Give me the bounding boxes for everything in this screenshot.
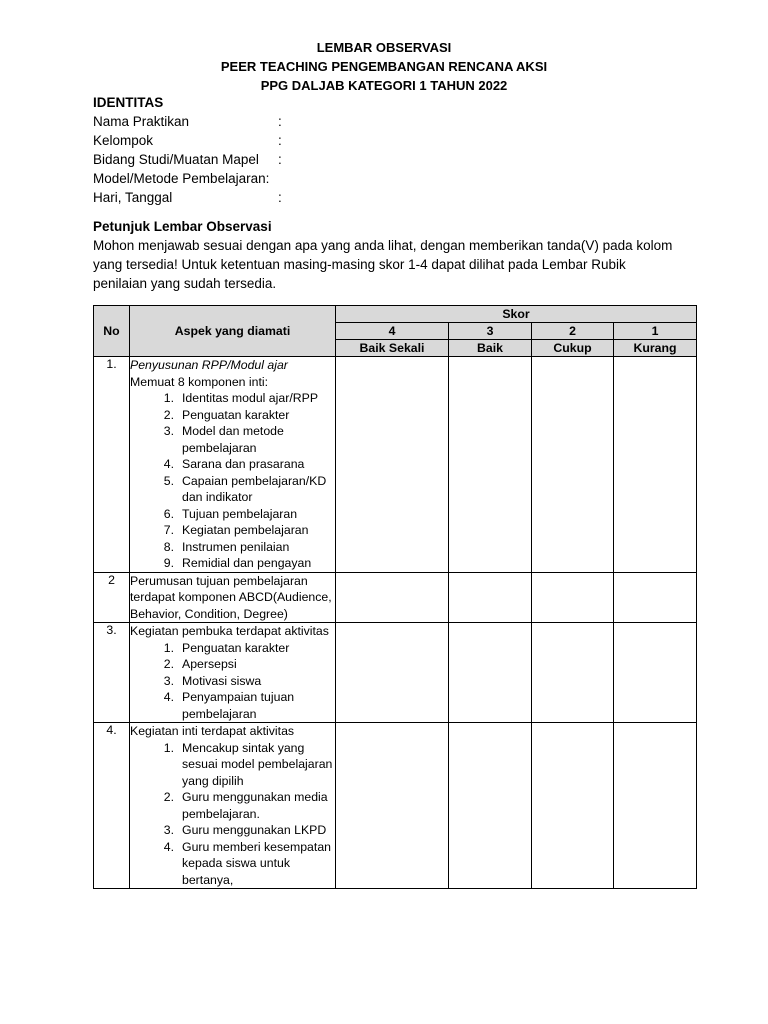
petunjuk-section bbox=[93, 217, 683, 293]
score-cell[interactable] bbox=[336, 357, 449, 573]
list-item bbox=[130, 390, 335, 407]
score-header: 1 bbox=[614, 323, 697, 340]
aspect-title: Penyusunan RPP/Modul ajar bbox=[130, 358, 288, 372]
item-text: Penguatan karakter bbox=[182, 407, 290, 422]
item-text: Guru menggunakan LKPD bbox=[182, 823, 327, 837]
list-item bbox=[130, 456, 335, 473]
item-text: Motivasi siswa bbox=[182, 673, 262, 688]
score-cell[interactable] bbox=[336, 623, 449, 723]
item-number: 9. bbox=[163, 556, 174, 570]
field-separator: : bbox=[278, 190, 282, 205]
list-item bbox=[130, 407, 335, 424]
item-number: 4. bbox=[163, 839, 174, 854]
score-cell[interactable] bbox=[449, 357, 532, 573]
table-body bbox=[94, 357, 697, 889]
score-cell[interactable] bbox=[532, 572, 614, 623]
list-item bbox=[130, 640, 335, 657]
item-text: Guru memberi kesempatan kepada siswa untuk bertanya, bbox=[182, 839, 331, 887]
petunjuk-title: Petunjuk Lembar Observasi bbox=[93, 219, 272, 234]
field-separator: : bbox=[278, 133, 282, 148]
header-program: PPG DALJAB KATEGORI 1 TAHUN 2022 bbox=[260, 78, 508, 93]
field-label: Model/Metode Pembelajaran: bbox=[93, 171, 270, 186]
score-cell[interactable] bbox=[532, 623, 614, 723]
aspect-cell bbox=[130, 357, 336, 573]
item-number: 1. bbox=[163, 391, 174, 405]
item-text: Apersepsi bbox=[182, 657, 237, 671]
row-number: 4. bbox=[94, 723, 130, 889]
aspect-subtitle: Memuat 8 komponen inti: bbox=[130, 374, 269, 389]
list-item bbox=[130, 522, 335, 539]
list-item bbox=[130, 473, 335, 506]
aspect-item-list bbox=[130, 740, 335, 889]
aspect-title: Kegiatan inti terdapat aktivitas bbox=[130, 724, 295, 738]
score-label: Kurang bbox=[614, 340, 697, 357]
item-text: Guru menggunakan media pembelajaran. bbox=[182, 790, 328, 821]
score-cell[interactable] bbox=[336, 723, 449, 889]
aspect-cell bbox=[130, 572, 336, 623]
identitas-field bbox=[93, 112, 282, 131]
item-number: 1. bbox=[163, 640, 174, 655]
table-row bbox=[94, 623, 697, 723]
list-item bbox=[130, 555, 335, 572]
list-item bbox=[130, 789, 335, 822]
item-number: 4. bbox=[163, 457, 174, 471]
item-number: 1. bbox=[163, 740, 174, 755]
item-number: 7. bbox=[163, 523, 174, 537]
table-row bbox=[94, 723, 697, 889]
identitas-field bbox=[93, 131, 282, 150]
list-item bbox=[130, 839, 335, 889]
aspect-item-list bbox=[130, 390, 335, 572]
list-item bbox=[130, 689, 335, 722]
row-number: 1. bbox=[94, 357, 130, 573]
table-row bbox=[94, 572, 697, 623]
item-number: 3. bbox=[163, 424, 174, 438]
field-label: Kelompok bbox=[93, 133, 154, 148]
item-text: Capaian pembelajaran/KD dan indikator bbox=[182, 473, 327, 504]
col-header-no: No bbox=[94, 306, 130, 357]
list-item bbox=[130, 539, 335, 556]
aspect-cell bbox=[130, 623, 336, 723]
score-header: 2 bbox=[532, 323, 614, 340]
score-cell[interactable] bbox=[614, 357, 697, 573]
item-text: Model dan metode pembelajaran bbox=[182, 424, 284, 455]
score-cell[interactable] bbox=[449, 572, 532, 623]
field-label: Hari, Tanggal bbox=[93, 190, 173, 205]
item-number: 8. bbox=[163, 539, 174, 554]
document-header bbox=[0, 38, 768, 95]
item-number: 6. bbox=[163, 506, 174, 521]
score-cell[interactable] bbox=[336, 572, 449, 623]
score-cell[interactable] bbox=[532, 723, 614, 889]
item-number: 2. bbox=[163, 407, 174, 422]
item-number: 2. bbox=[163, 657, 174, 671]
identitas-field bbox=[93, 188, 282, 207]
item-number: 3. bbox=[163, 673, 174, 688]
list-item bbox=[130, 822, 335, 839]
item-text: Sarana dan prasarana bbox=[182, 457, 305, 471]
item-text: Kegiatan pembelajaran bbox=[182, 523, 309, 537]
identitas-title: IDENTITAS bbox=[93, 95, 164, 110]
item-text: Instrumen penilaian bbox=[182, 539, 290, 554]
observation-table bbox=[93, 305, 697, 889]
col-header-skor: Skor bbox=[336, 306, 697, 323]
header-subtitle: PEER TEACHING PENGEMBANGAN RENCANA AKSI bbox=[220, 59, 548, 74]
score-cell[interactable] bbox=[449, 723, 532, 889]
aspect-title: Kegiatan pembuka terdapat aktivitas bbox=[130, 624, 329, 638]
score-cell[interactable] bbox=[532, 357, 614, 573]
score-cell[interactable] bbox=[614, 572, 697, 623]
list-item bbox=[130, 673, 335, 690]
petunjuk-text: Mohon menjawab sesuai dengan apa yang anda lihat, dengan memberikan tanda(V) pada kolom yang tersedia! Untuk ketentuan masing-masing skor 1-4 dapat dilihat pada Lembar Rubik penilaian yang sudah tersedia. bbox=[93, 238, 673, 291]
aspect-title: Perumusan tujuan pembelajaran terdapat komponen ABCD(Audience, Behavior, Condition, Degree) bbox=[130, 573, 332, 621]
item-number: 2. bbox=[163, 790, 174, 804]
table-row bbox=[94, 357, 697, 573]
item-number: 5. bbox=[163, 473, 174, 488]
list-item bbox=[130, 423, 335, 456]
score-label: Cukup bbox=[532, 340, 614, 357]
item-text: Penyampaian tujuan pembelajaran bbox=[182, 690, 295, 721]
score-label: Baik Sekali bbox=[336, 340, 449, 357]
header-title: LEMBAR OBSERVASI bbox=[316, 40, 452, 55]
aspect-item-list bbox=[130, 640, 335, 723]
field-separator: : bbox=[278, 114, 282, 129]
field-label: Nama Praktikan bbox=[93, 114, 190, 129]
list-item bbox=[130, 656, 335, 673]
identitas-section bbox=[93, 93, 282, 207]
aspect-cell bbox=[130, 723, 336, 889]
item-text: Penguatan karakter bbox=[182, 640, 290, 655]
list-item bbox=[130, 506, 335, 523]
score-header: 4 bbox=[336, 323, 449, 340]
score-label: Baik bbox=[449, 340, 532, 357]
row-number: 2 bbox=[94, 572, 130, 623]
col-header-aspek: Aspek yang diamati bbox=[130, 306, 336, 357]
row-number: 3. bbox=[94, 623, 130, 723]
score-cell[interactable] bbox=[614, 723, 697, 889]
score-cell[interactable] bbox=[614, 623, 697, 723]
item-number: 4. bbox=[163, 690, 174, 704]
list-item bbox=[130, 740, 335, 790]
score-cell[interactable] bbox=[449, 623, 532, 723]
item-number: 3. bbox=[163, 823, 174, 837]
identitas-field bbox=[93, 150, 282, 169]
identitas-field bbox=[93, 169, 282, 188]
score-header: 3 bbox=[449, 323, 532, 340]
item-text: Identitas modul ajar/RPP bbox=[182, 391, 319, 405]
item-text: Mencakup sintak yang sesuai model pembelajaran yang dipilih bbox=[182, 740, 333, 788]
field-separator: : bbox=[278, 152, 282, 167]
item-text: Remidial dan pengayan bbox=[182, 556, 312, 570]
field-label: Bidang Studi/Muatan Mapel bbox=[93, 152, 259, 167]
item-text: Tujuan pembelajaran bbox=[182, 506, 298, 521]
